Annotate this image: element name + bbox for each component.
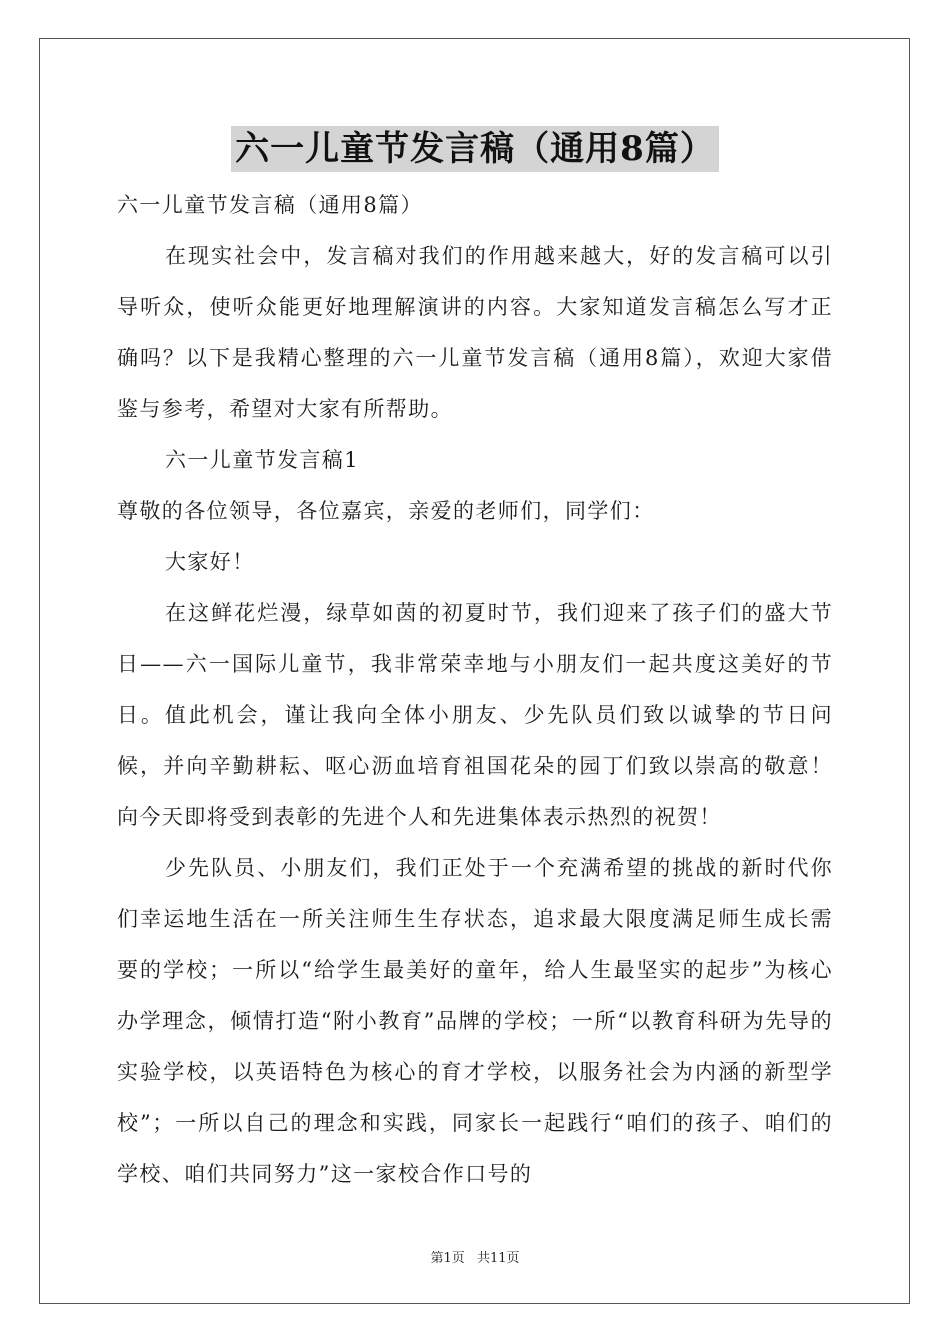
intro-paragraph: 在现实社会中，发言稿对我们的作用越来越大，好的发言稿可以引导听众，使听众能更好地理解演讲的内容。大家知道发言稿怎么写才正确吗？以下是我精心整理的六一儿童节发言稿（通用8篇），欢迎大家借鉴与参考，希望对大家有所帮助。 [117, 244, 833, 421]
greeting: 大家好！ [165, 550, 255, 574]
salutation: 尊敬的各位领导，各位嘉宾，亲爱的老师们，同学们： [117, 499, 655, 523]
subtitle-line: 六一儿童节发言稿（通用8篇） [117, 193, 423, 217]
body-paragraph: 少先队员、小朋友们，我们正处于一个充满希望的挑战的新时代你们幸运地生活在一所关注师生生存状态，追求最大限度满足师生成长需要的学校；一所以“给学生最美好的童年，给人生最坚实的起步”为核心办学理念，倾情打造“附小教育”品牌的学校；一所“以教育科研为先导的实验学校，以英语特色为核心的育才学校，以服务社会为内涵的新型学校”；一所以自己的理念和实践，同家长一起践行“咱们的孩子、咱们的学校、咱们共同努力”这一家校合作口号的 [117, 856, 833, 1186]
page-footer [0, 1247, 950, 1266]
document-title: 六一儿童节发言稿（通用8篇） [231, 126, 719, 172]
body-paragraph: 在这鲜花烂漫，绿草如茵的初夏时节，我们迎来了孩子们的盛大节日——六一国际儿童节，我非常荣幸地与小朋友们一起共度这美好的节日。值此机会，谨让我向全体小朋友、少先队员们致以诚挚的节日问候，并向辛勤耕耘、呕心沥血培育祖国花朵的园丁们致以崇高的敬意！向今天即将受到表彰的先进个人和先进集体表示热烈的祝贺！ [117, 601, 833, 829]
title-container [0, 126, 950, 172]
document-body [117, 180, 833, 1200]
page-number: 第1页 [430, 1251, 465, 1266]
section-heading: 六一儿童节发言稿1 [165, 448, 359, 472]
page-total: 共11页 [476, 1251, 520, 1266]
